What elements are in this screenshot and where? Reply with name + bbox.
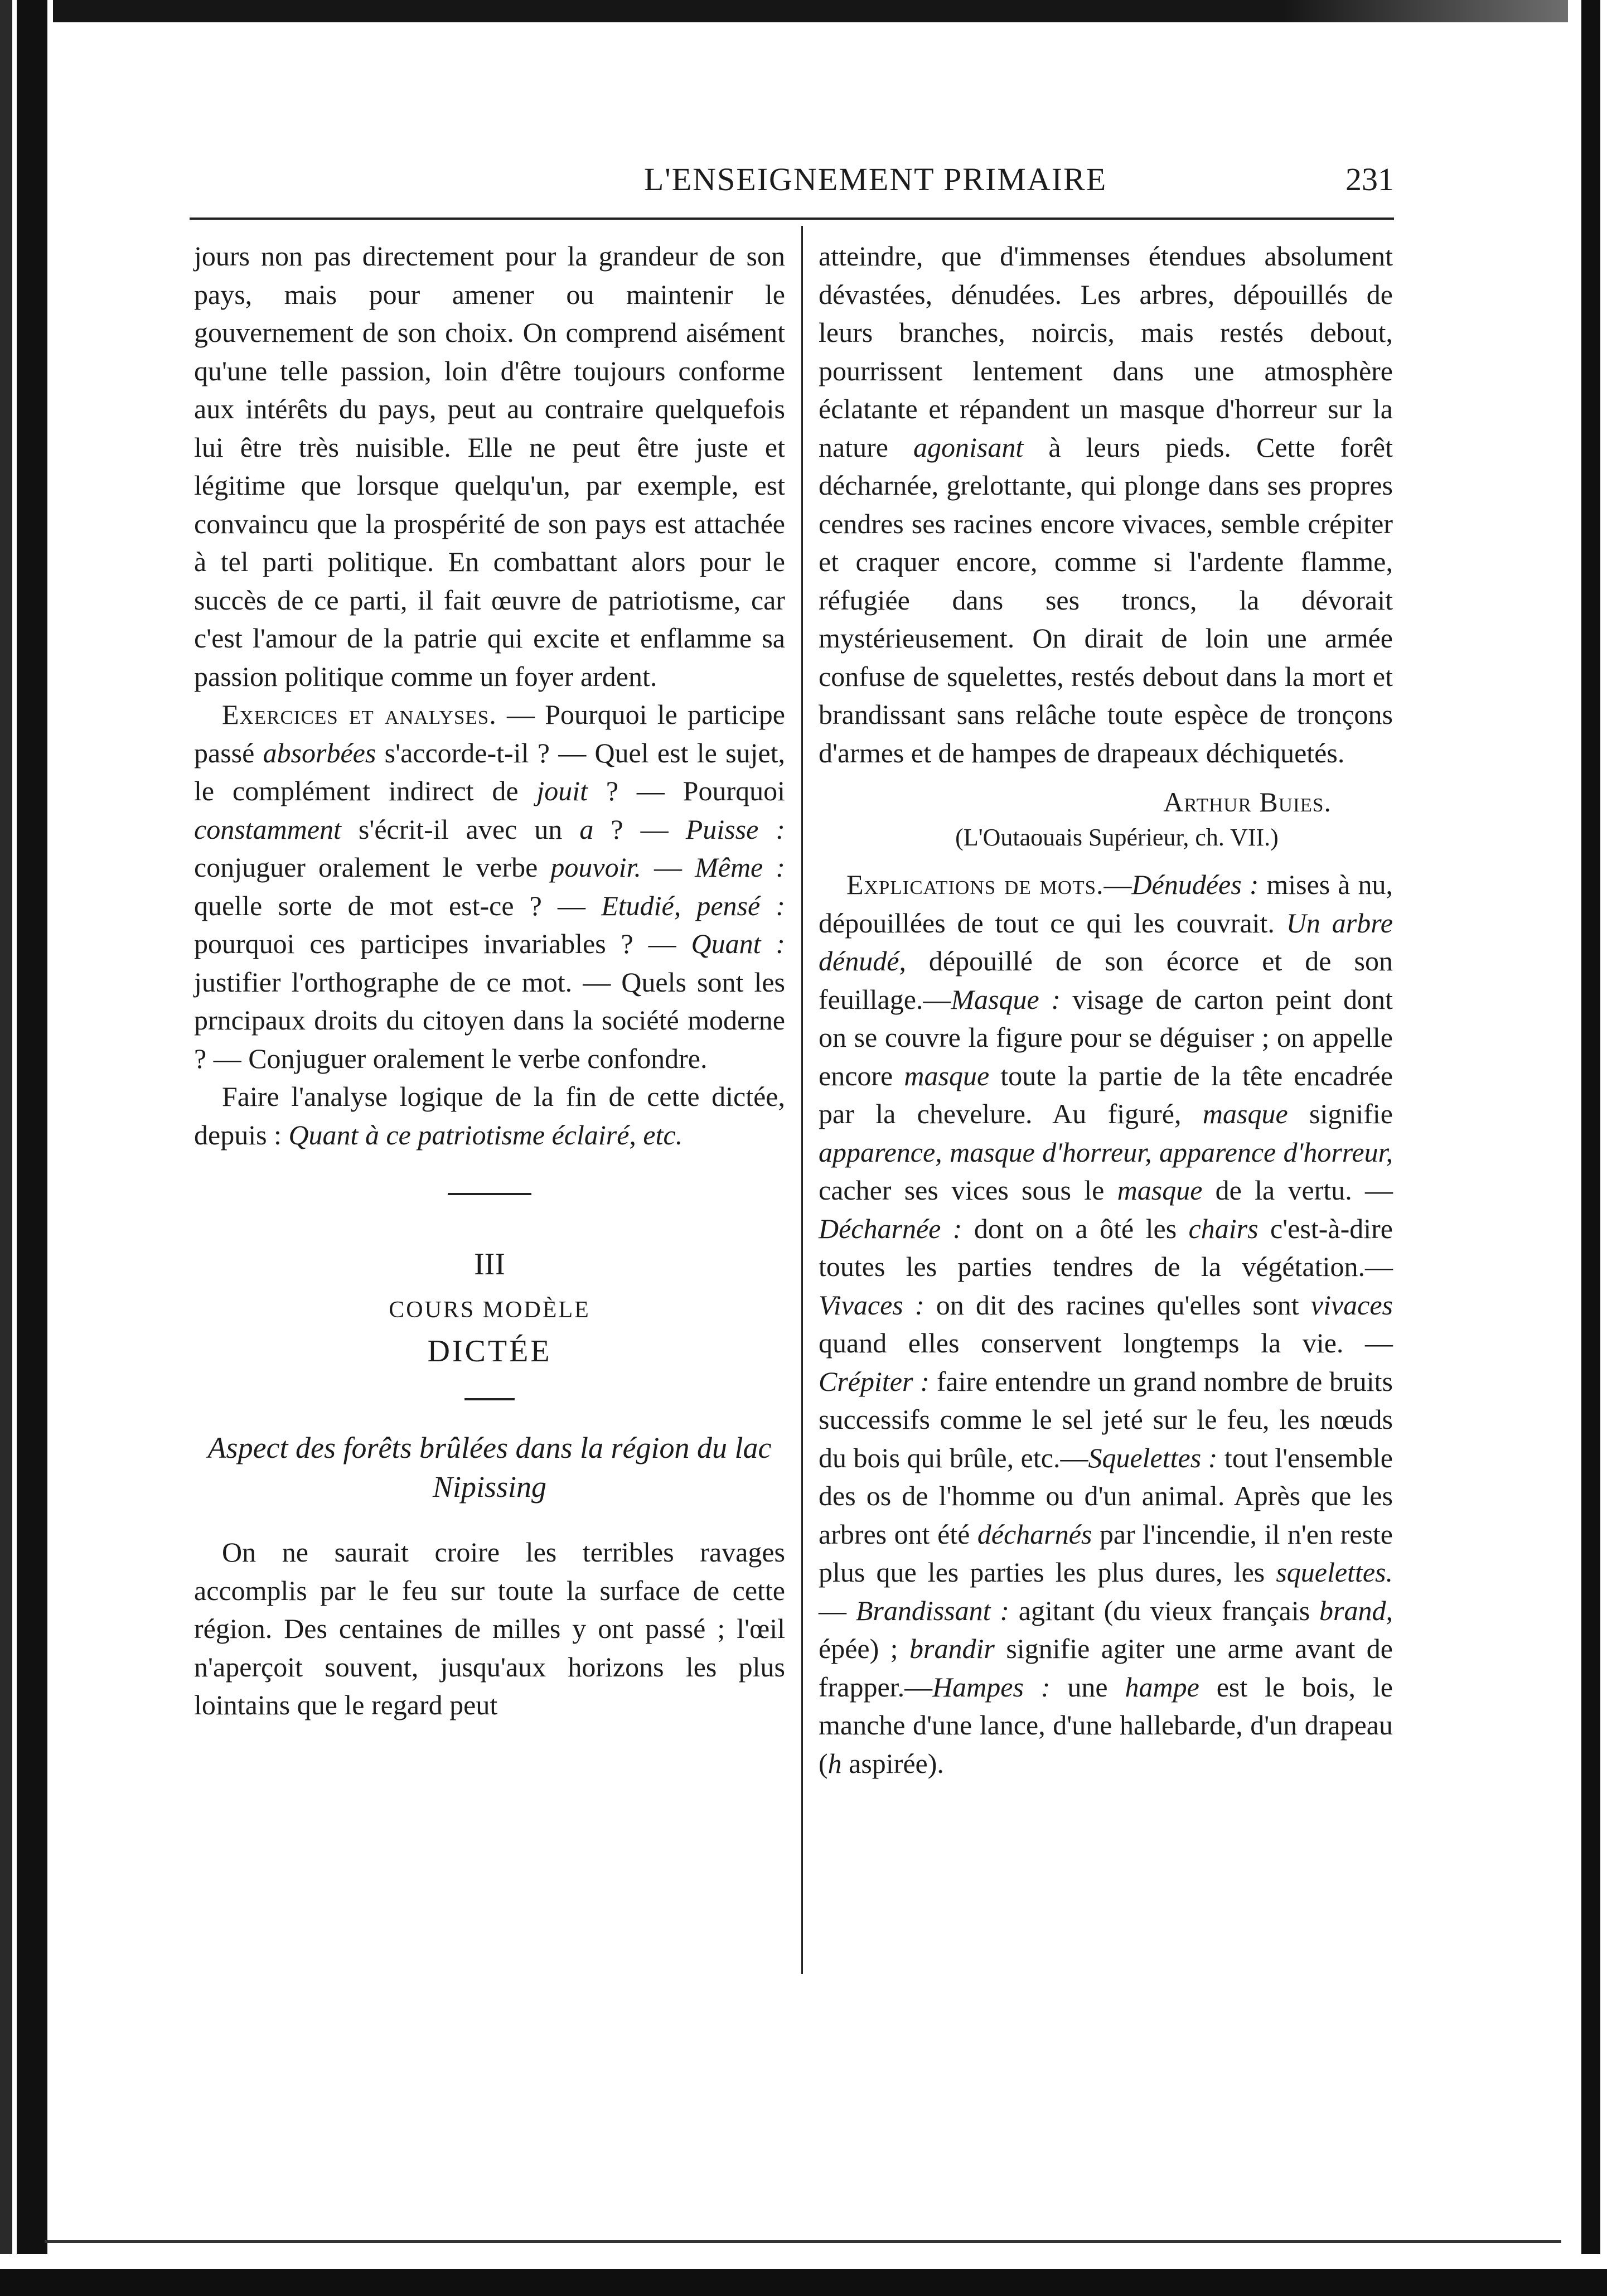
exercices-label: Exercices et analyses. — [222, 699, 497, 730]
section-numeral: III — [474, 1247, 505, 1282]
explications-label: Explications de mots. — [846, 869, 1104, 900]
section-title: DICTÉE — [427, 1334, 552, 1369]
scan-top-edge — [0, 0, 1607, 22]
page-number: 231 — [1345, 161, 1394, 197]
paragraph-forest: atteindre, que d'immenses étendues absolument dévastées, dénudées. Les arbres, dépouillés de leurs branches, noircis, mais restés debout, pourrissent lentement dans une atmosphère éclatante et répandent un masque d'horreur sur la nature agonisant à leurs pieds. Cette forêt décharnée, grelottante, qui plonge dans ses propres cendres ses racines encore vivaces, semble crépiter et craquer encore, comme si l'ardente flamme, réfugiée dans ses troncs, la dévorait mystérieusement. On dirait de loin une armée confuse de squelettes, restés debout dans la mort et brandissant sans relâche toute espèce de tronçons d'armes et de hampes de drapeaux déchiquetés. — [819, 240, 1393, 768]
running-head: L'ENSEIGNEMENT PRIMAIRE — [643, 161, 1107, 197]
section-label: COURS MODÈLE — [389, 1297, 590, 1323]
source-citation: (L'Outaouais Supérieur, ch. VII.) — [955, 824, 1279, 851]
right-column — [819, 237, 1393, 1782]
header-rule — [190, 217, 1394, 220]
paragraph-explications: Explications de mots.—Dénudées : mises à nu, dépouillées de tout ce qui les couvrait. Un arbre dénudé, dépouillé de son écorce et de son feuillage.—Masque : visage de carton peint dont on se couvre la figure pour se déguiser ; on appelle encore masque toute la partie de la tête encadrée par la chevelure. Au figuré, masque signifie apparence, masque d'horreur, apparence d'horreur, cacher ses vices sous le masque de la vertu. — Décharnée : dont on a ôté les chairs c'est-à-dire toutes les parties tendres de la végétation.— Vivaces : on dit des racines qu'elles sont vivaces quand elles conservent longtemps la vie. — Crépiter : faire entendre un grand nombre de bruits successifs comme le sel jeté sur le feu, les nœuds du bois qui brûle, etc.—Squelettes : tout l'ensemble des os de l'homme ou d'un animal. Après que les arbres ont été décharnés par l'incendie, il n'en reste plus que les parties les plus dures, les squelettes. — Brandissant : agitant (du vieux français brand, épée) ; brandir signifie agiter une arme avant de frapper.—Hampes : une hampe est le bois, le manche d'une lance, d'une hallebarde, d'un drapeau (h aspirée). — [819, 869, 1393, 1779]
paragraph-dictee: On ne saurait croire les terribles ravages accomplis par le feu sur toute la surface de cette région. Des centaines de milles y ont passé ; l'œil n'aperçoit souvent, jusqu'aux horizons les plus lointains que le regard peut — [194, 1536, 785, 1720]
paragraph-analyse: Faire l'analyse logique de la fin de cette dictée, depuis : Quant à ce patriotisme éclairé, etc. — [194, 1081, 785, 1151]
author-signature: Arthur Buies. — [1163, 786, 1332, 818]
scan-bottom-edge — [0, 2254, 1607, 2296]
page-header — [190, 157, 1394, 202]
article-title: Aspect des forêts brûlées dans la région du lac Nipissing — [207, 1431, 772, 1504]
paragraph-patriotism: jours non pas directement pour la grandeur de son pays, mais pour amener ou maintenir le gouvernement de son choix. On comprend aisément qu'une telle passion, loin d'être toujours conforme aux intérêts du pays, peut au contraire quelquefois lui être très nuisible. Elle ne peut être juste et légitime que lorsque quelqu'un, par exemple, est convaincu que la prospérité de son pays est attachée à tel parti politique. En combattant alors pour le succès de ce parti, il fait œuvre de patriotisme, car c'est l'amour de la patrie qui excite et enflamme sa passion politique comme un foyer ardent. — [194, 240, 785, 692]
scan-left-edge — [0, 0, 53, 2296]
paragraph-exercices: Exercices et analyses. — Pourquoi le participe passé absorbées s'accorde-t-il ? — Quel est le sujet, le complément indirect de jouit ? — Pourquoi constamment s'écrit-il avec un a ? — Puisse : conjuguer oralement le verbe pouvoir. — Même : quelle sorte de mot est-ce ? — Etudié, pensé : pourquoi ces participes invariables ? — Quant : justifier l'orthographe de ce mot. — Quels sont les prncipaux droits du citoyen dans la société moderne ? — Conjuguer oralement le verbe confondre. — [194, 699, 786, 1074]
scan-right-edge — [1568, 0, 1607, 2296]
left-column — [194, 237, 785, 1724]
column-divider — [801, 226, 803, 1974]
